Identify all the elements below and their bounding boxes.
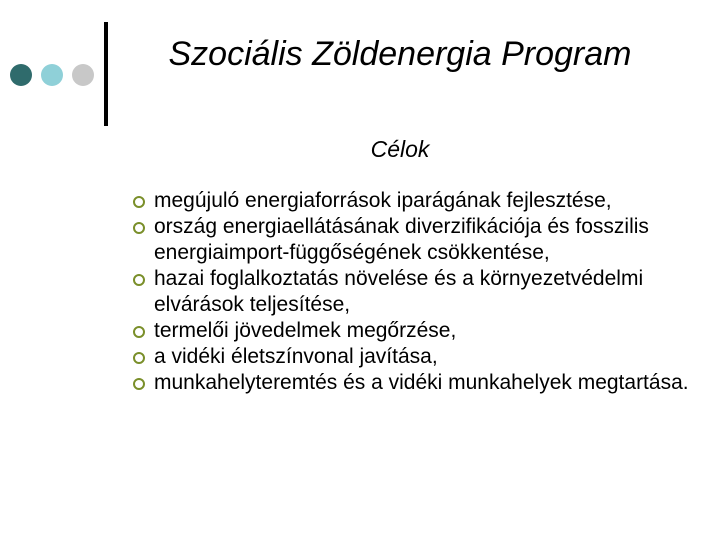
title-divider [104, 22, 108, 126]
list-item [136, 214, 696, 266]
slide-subtitle: Célok [370, 136, 430, 162]
bullet-text: hazai foglalkoztatás növelése és a környezetvédelmi elvárások teljesítése, [154, 267, 644, 316]
bullet-text: megújuló energiaforrások iparágának fejlesztése, [154, 189, 612, 212]
ring-bullet-icon [133, 222, 145, 234]
list-item [136, 318, 696, 344]
gray-dot-icon [72, 64, 94, 86]
ring-bullet-icon [133, 274, 145, 286]
ring-bullet-icon [133, 196, 145, 208]
dark-teal-dot-icon [10, 64, 32, 86]
light-blue-dot-icon [41, 64, 63, 86]
bullet-text: ország energiaellátásának diverzifikációja és fosszilis energiaimport-függőségének csökkentése, [154, 215, 649, 264]
bullet-text: termelői jövedelmek megőrzése, [154, 319, 457, 342]
ring-bullet-icon [133, 326, 145, 338]
slide-title: Szociális Zöldenergia Program [168, 35, 632, 73]
list-item [136, 266, 696, 318]
list-item [136, 370, 696, 396]
ring-bullet-icon [133, 352, 145, 364]
list-item [136, 344, 696, 370]
list-item [136, 188, 696, 214]
bullet-list [136, 188, 696, 396]
bullet-text: a vidéki életszínvonal javítása, [154, 345, 438, 368]
ring-bullet-icon [133, 378, 145, 390]
bullet-text: munkahelyteremtés és a vidéki munkahelyek megtartása. [154, 371, 689, 394]
